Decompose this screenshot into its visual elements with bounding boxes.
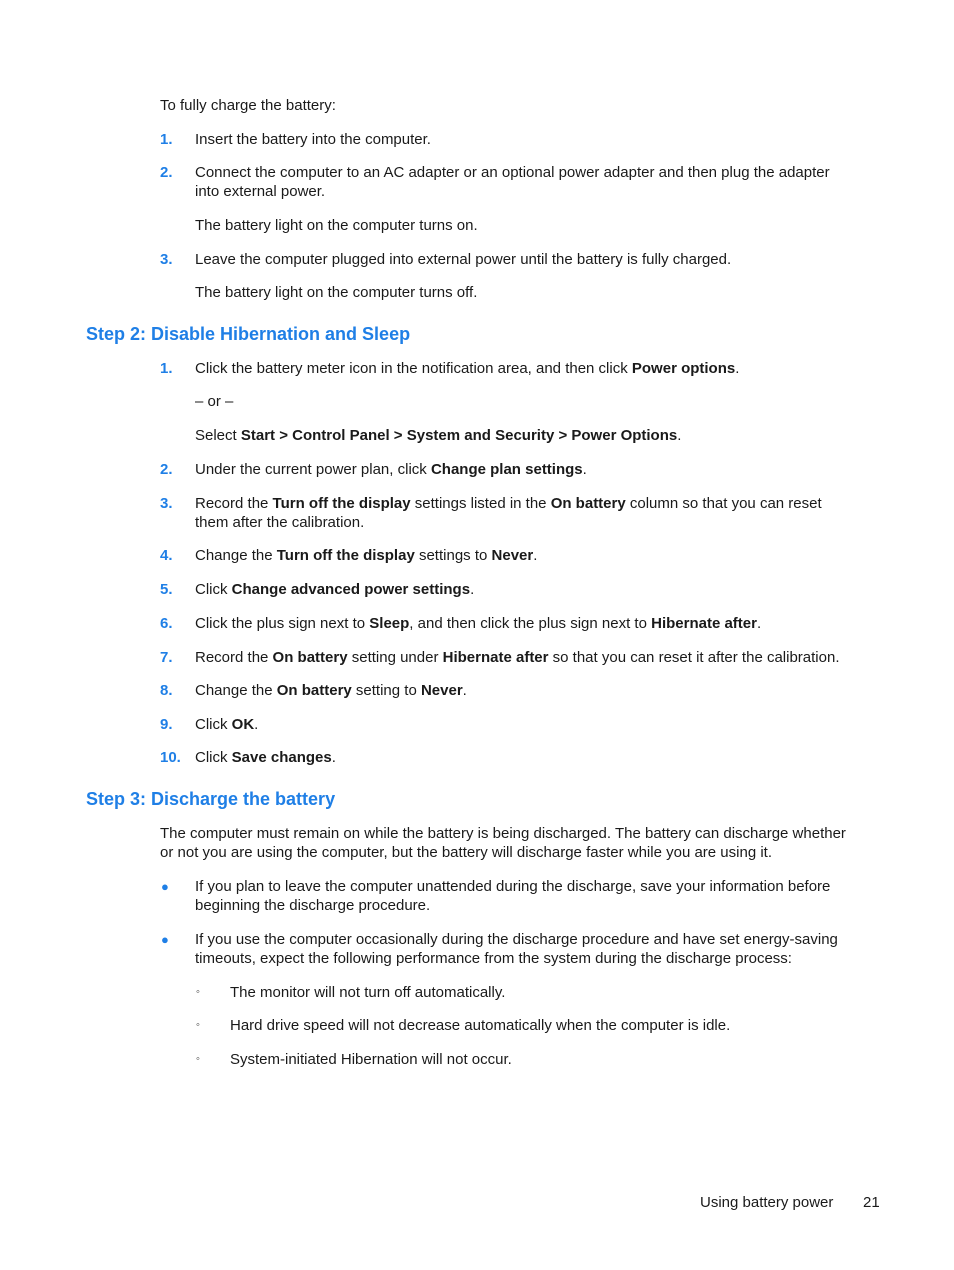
section-heading: Step 2: Disable Hibernation and Sleep: [86, 324, 411, 344]
step-note: The battery light on the computer turns off.: [195, 284, 478, 301]
step-text: Click Save changes.: [195, 749, 336, 766]
step-text: Under the current power plan, click Change plan settings.: [195, 461, 587, 478]
step-number: 5.: [160, 581, 173, 598]
page-number: 21: [863, 1194, 880, 1211]
step-text: Insert the battery into the computer.: [195, 131, 431, 148]
bullet-text: If you use the computer occasionally during the discharge procedure and have set energy-saving: [195, 931, 838, 948]
section-heading: Step 3: Discharge the battery: [86, 789, 336, 809]
sub-bullet-text: The monitor will not turn off automatically.: [230, 984, 506, 1001]
bullet-icon: ●: [161, 932, 169, 947]
bullet-text: timeouts, expect the following performance from the system during the discharge process:: [195, 950, 792, 967]
step-number: 7.: [160, 649, 173, 666]
step-number: 3.: [160, 495, 173, 512]
step-text: Click the battery meter icon in the notification area, and then click Power options.: [195, 360, 740, 377]
step-text: Click Change advanced power settings.: [195, 581, 475, 598]
step-text: into external power.: [195, 183, 326, 200]
bullet-icon: ●: [161, 879, 169, 894]
step-number: 10.: [160, 749, 181, 766]
sub-bullet-text: Hard drive speed will not decrease automatically when the computer is idle.: [230, 1017, 731, 1034]
step-text: Change the Turn off the display settings to Never.: [195, 547, 538, 564]
step-number: 9.: [160, 716, 173, 733]
intro-text: To fully charge the battery:: [160, 97, 336, 114]
step-text: Click OK.: [195, 716, 259, 733]
or-separator: – or –: [195, 393, 234, 410]
step-number: 6.: [160, 615, 173, 632]
step-number: 4.: [160, 547, 173, 564]
step-note: The battery light on the computer turns on.: [195, 217, 478, 234]
step-number: 2.: [160, 164, 173, 181]
paragraph-text: The computer must remain on while the battery is being discharged. The battery can discharge whether: [160, 825, 846, 842]
step-text: Record the On battery setting under Hibernate after so that you can reset it after the calibration.: [195, 649, 840, 666]
step-text: Change the On battery setting to Never.: [195, 682, 467, 699]
circle-bullet-icon: ◦: [196, 1053, 200, 1065]
step-text: Click the plus sign next to Sleep, and then click the plus sign next to Hibernate after.: [195, 615, 762, 632]
sub-bullet-text: System-initiated Hibernation will not occur.: [230, 1051, 512, 1068]
circle-bullet-icon: ◦: [196, 986, 200, 998]
step-number: 3.: [160, 251, 173, 268]
step-text: Record the Turn off the display settings listed in the On battery column so that you can reset: [195, 495, 822, 512]
step-alt-text: Select Start > Control Panel > System and Security > Power Options.: [195, 427, 682, 444]
circle-bullet-icon: ◦: [196, 1019, 200, 1031]
step-text: Leave the computer plugged into external power until the battery is fully charged.: [195, 251, 732, 268]
step-text: them after the calibration.: [195, 514, 365, 531]
bullet-text: beginning the discharge procedure.: [195, 897, 431, 914]
step-text: Connect the computer to an AC adapter or an optional power adapter and then plug the adapter: [195, 164, 830, 181]
bullet-text: If you plan to leave the computer unattended during the discharge, save your information before: [195, 878, 831, 895]
footer-section-title: Using battery power: [700, 1194, 834, 1211]
step-number: 2.: [160, 461, 173, 478]
step-number: 1.: [160, 131, 173, 148]
step-number: 1.: [160, 360, 173, 377]
paragraph-text: or not you are using the computer, but the battery will discharge faster while you are using it.: [160, 844, 772, 861]
step-number: 8.: [160, 682, 173, 699]
